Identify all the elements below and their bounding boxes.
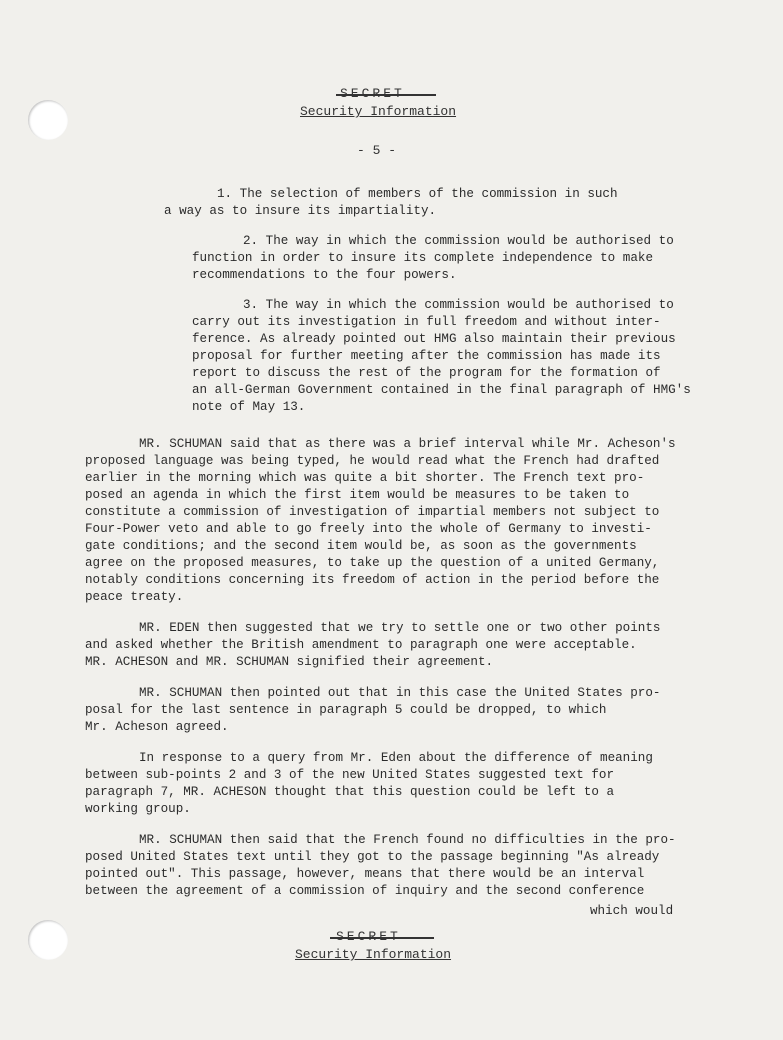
item-2-line-2: function in order to insure its complete independence to make: [192, 251, 654, 265]
para-4-line-2: between sub-points 2 and 3 of the new United States suggested text for: [85, 768, 615, 782]
item-3-line-5: report to discuss the rest of the program for the formation of: [192, 366, 661, 380]
item-3-line-7: note of May 13.: [192, 400, 306, 414]
item-2-line-1: 2. The way in which the commission would be authorised to: [243, 234, 674, 248]
punch-hole-top: [28, 100, 68, 140]
item-3-line-6: an all-German Government contained in the final paragraph of HMG's: [192, 383, 691, 397]
punch-hole-bottom: [28, 920, 68, 960]
item-1-line-1: 1. The selection of members of the commission in such: [217, 187, 618, 201]
para-3-line-3: Mr. Acheson agreed.: [85, 720, 229, 734]
para-1-line-1: MR. SCHUMAN said that as there was a brief interval while Mr. Acheson's: [139, 437, 676, 451]
para-1-line-10: peace treaty.: [85, 590, 184, 604]
para-4-line-3: paragraph 7, MR. ACHESON thought that this question could be left to a: [85, 785, 615, 799]
footer-classification-sub: Security Information: [295, 947, 452, 962]
para-5-line-3: pointed out". This passage, however, means that there would be an interval: [85, 867, 645, 881]
header-classification-sub: Security Information: [300, 104, 457, 119]
item-3-line-2: carry out its investigation in full freedom and without inter-: [192, 315, 661, 329]
para-2-line-3: MR. ACHESON and MR. SCHUMAN signified their agreement.: [85, 655, 494, 669]
para-1-line-4: posed an agenda in which the first item would be measures to be taken to: [85, 488, 630, 502]
para-5-line-4: between the agreement of a commission of inquiry and the second conference: [85, 884, 645, 898]
para-2-line-2: and asked whether the British amendment to paragraph one were acceptable.: [85, 638, 637, 652]
para-5-line-2: posed United States text until they got to the passage beginning "As already: [85, 850, 660, 864]
para-1-line-3: earlier in the morning which was quite a bit shorter. The French text pro-: [85, 471, 645, 485]
para-1-line-8: agree on the proposed measures, to take up the question of a united Germany,: [85, 556, 660, 570]
para-3-line-2: posal for the last sentence in paragraph 5 could be dropped, to which: [85, 703, 607, 717]
para-3-line-1: MR. SCHUMAN then pointed out that in this case the United States pro-: [139, 686, 661, 700]
para-1-line-6: Four-Power veto and able to go freely into the whole of Germany to investi-: [85, 522, 652, 536]
continuation-catchword: which would: [590, 904, 674, 918]
footer-strike-line: [330, 937, 434, 939]
para-2-line-1: MR. EDEN then suggested that we try to settle one or two other points: [139, 621, 661, 635]
para-1-line-9: notably conditions concerning its freedom of action in the period before the: [85, 573, 660, 587]
para-1-line-2: proposed language was being typed, he would read what the French had drafted: [85, 454, 660, 468]
page-number: - 5 -: [357, 143, 397, 158]
item-1-line-2: a way as to insure its impartiality.: [164, 204, 437, 218]
item-3-line-3: ference. As already pointed out HMG also maintain their previous: [192, 332, 676, 346]
para-1-line-7: gate conditions; and the second item would be, as soon as the governments: [85, 539, 637, 553]
para-4-line-1: In response to a query from Mr. Eden about the difference of meaning: [139, 751, 653, 765]
item-3-line-1: 3. The way in which the commission would be authorised to: [243, 298, 674, 312]
header-strike-line: [336, 94, 436, 96]
para-5-line-1: MR. SCHUMAN then said that the French found no difficulties in the pro-: [139, 833, 676, 847]
item-3-line-4: proposal for further meeting after the commission has made its: [192, 349, 661, 363]
para-1-line-5: constitute a commission of investigation of impartial members not subject to: [85, 505, 660, 519]
item-2-line-3: recommendations to the four powers.: [192, 268, 457, 282]
para-4-line-4: working group.: [85, 802, 191, 816]
